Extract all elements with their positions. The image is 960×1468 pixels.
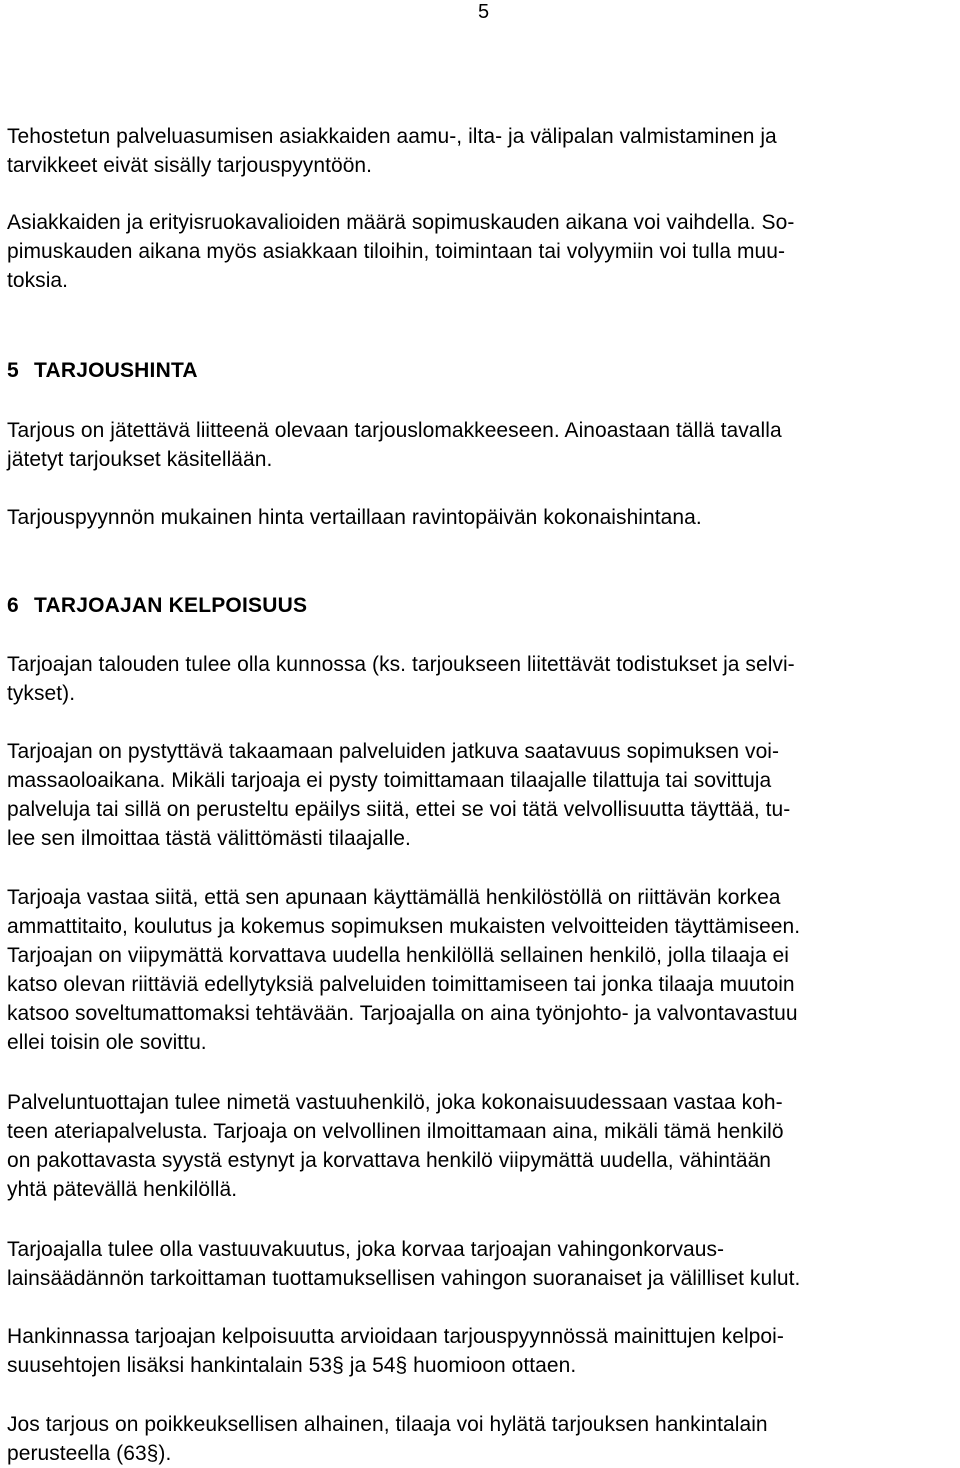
text-line: massaoloaikana. Mikäli tarjoaja ei pysty toimittamaan tilaajalle tilattuja tai sovittuja: [7, 769, 772, 792]
text-line: jätetyt tarjoukset käsitellään.: [7, 448, 273, 471]
text-line: Tarjoajalla tulee olla vastuuvakuutus, joka korvaa tarjoajan vahingonkorvaus-: [7, 1238, 725, 1261]
paragraph-customer-volume: [7, 208, 960, 295]
text-line: Jos tarjous on poikkeuksellisen alhainen, tilaaja voi hylätä tarjouksen hankintalain: [7, 1413, 768, 1436]
text-line: perusteella (63§).: [7, 1442, 172, 1465]
text-line: Hankinnassa tarjoajan kelpoisuutta arvioidaan tarjouspyynnössä mainittujen kelpoi-: [7, 1325, 784, 1348]
text-line: Tehostetun palveluasumisen asiakkaiden aamu-, ilta- ja välipalan valmistaminen ja: [7, 125, 777, 148]
text-line: lee sen ilmoittaa tästä välittömästi tilaajalle.: [7, 827, 411, 850]
text-line: tykset).: [7, 682, 76, 705]
text-line: teen ateriapalvelusta. Tarjoaja on velvollinen ilmoittamaan aina, mikäli tämä henkilö: [7, 1120, 784, 1143]
text-line: palveluja tai sillä on perusteltu epäilys siitä, ettei se voi tätä velvollisuutta täyttää, tu-: [7, 798, 791, 821]
text-line: katsoo soveltumattomaksi tehtävään. Tarjoajalla on aina työnjohto- ja valvontavastuu: [7, 1002, 798, 1025]
paragraph-finances: [7, 650, 960, 708]
paragraph-responsible-person: [7, 1088, 960, 1204]
section-heading-tarjoushinta: [7, 356, 198, 385]
paragraph-availability: [7, 737, 960, 853]
text-line: Tarjoajan on pystyttävä takaamaan palveluiden jatkuva saatavuus sopimuksen voi-: [7, 740, 780, 763]
text-line: Tarjouspyynnön mukainen hinta vertaillaan ravintopäivän kokonaishintana.: [7, 506, 702, 529]
text-line: yhtä pätevällä henkilöllä.: [7, 1178, 238, 1201]
paragraph-qualification-assessment: [7, 1322, 960, 1380]
text-line: tarvikkeet eivät sisälly tarjouspyyntöön.: [7, 154, 373, 177]
text-line: Asiakkaiden ja erityisruokavalioiden määrä sopimuskauden aikana voi vaihdella. So-: [7, 211, 795, 234]
text-line: katso olevan riittäviä edellytyksiä palveluiden toimittamiseen tai jonka tilaaja muutoin: [7, 973, 795, 996]
text-line: Palveluntuottajan tulee nimetä vastuuhenkilö, joka kokonaisuudessaan vastaa koh-: [7, 1091, 783, 1114]
paragraph-abnormally-low-offer: [7, 1410, 960, 1468]
text-line: Tarjoajan talouden tulee olla kunnossa (ks. tarjoukseen liitettävät todistukset ja selvi-: [7, 653, 795, 676]
text-line: Tarjous on jätettävä liitteenä olevaan tarjouslomakkeeseen. Ainoastaan tällä tavalla: [7, 419, 782, 442]
section-title: TARJOAJAN KELPOISUUS: [34, 594, 308, 617]
paragraph-staff-competence: [7, 883, 960, 1057]
text-line: Tarjoajan on viipymättä korvattava uudella henkilöllä sellainen henkilö, jolla tilaaja ei: [7, 944, 789, 967]
paragraph-intro: [7, 122, 960, 180]
section-number: 6: [7, 594, 19, 617]
section-number: 5: [7, 359, 19, 382]
section-heading-kelpoisuus: [7, 591, 307, 620]
text-line: pimuskauden aikana myös asiakkaan tiloihin, toimintaan tai volyymiin voi tulla muu-: [7, 240, 786, 263]
section-title: TARJOUSHINTA: [34, 359, 198, 382]
text-line: lainsäädännön tarkoittaman tuottamuksellisen vahingon suoranaiset ja välilliset kulut.: [7, 1267, 801, 1290]
text-line: ammattitaito, koulutus ja kokemus sopimuksen mukaisten velvoitteiden täyttämiseen.: [7, 915, 801, 938]
page-number: 5: [478, 1, 490, 23]
text-line: on pakottavasta syystä estynyt ja korvattava henkilö viipymättä uudella, vähintään: [7, 1149, 772, 1172]
paragraph-liability-insurance: [7, 1235, 960, 1293]
text-line: ellei toisin ole sovittu.: [7, 1031, 207, 1054]
text-line: Tarjoaja vastaa siitä, että sen apunaan käyttämällä henkilöstöllä on riittävän korkea: [7, 886, 781, 909]
text-line: toksia.: [7, 269, 69, 292]
text-line: suusehtojen lisäksi hankintalain 53§ ja 54§ huomioon ottaen.: [7, 1354, 577, 1377]
paragraph-price-comparison: [7, 503, 960, 532]
paragraph-offer-form: [7, 416, 960, 474]
